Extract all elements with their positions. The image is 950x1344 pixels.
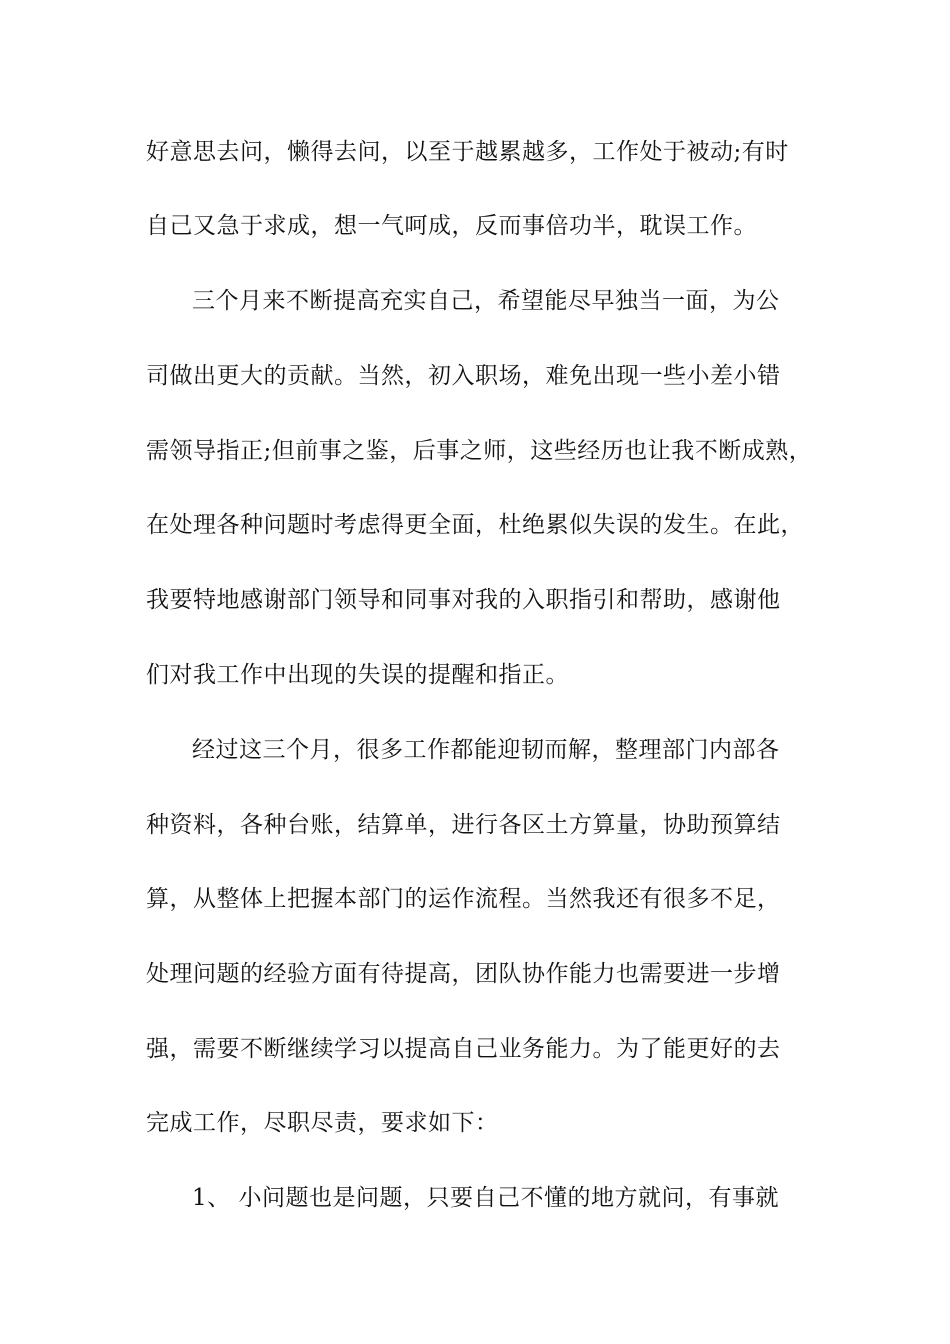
text-line: 种资料，各种台账，结算单，进行各区土方算量，协助预算结 xyxy=(146,812,781,838)
text-line: 司做出更大的贡献。当然，初入职场，难免出现一些小差小错 xyxy=(146,363,781,389)
text-line: 在处理各种问题时考虑得更全面，杜绝累似失误的发生。在此， xyxy=(146,512,804,538)
text-line: 完成工作，尽职尽责，要求如下： xyxy=(146,1110,499,1136)
text-line: 需领导指正;但前事之鉴，后事之师，这些经历也让我不断成熟， xyxy=(146,438,813,464)
paragraph-start-line: 三个月来不断提高充实自己，希望能尽早独当一面，为公 xyxy=(192,288,780,314)
text-line: 处理问题的经验方面有待提高，团队协作能力也需要进一步增 xyxy=(146,961,781,987)
paragraph-start-line: 经过这三个月，很多工作都能迎韧而解，整理部门内部各 xyxy=(192,737,780,763)
list-item-line: 1、 小问题也是问题，只要自己不懂的地方就问，有事就 xyxy=(192,1185,779,1211)
text-line: 我要特地感谢部门领导和同事对我的入职指引和帮助，感谢他 xyxy=(146,587,781,613)
text-line: 好意思去问，懒得去问，以至于越累越多，工作处于被动;有时 xyxy=(146,139,789,165)
text-line: 们对我工作中出现的失误的提醒和指正。 xyxy=(146,662,569,688)
text-line: 算，从整体上把握本部门的运作流程。当然我还有很多不足， xyxy=(146,886,781,912)
text-line: 自己又急于求成，想一气呵成，反而事倍功半，耽误工作。 xyxy=(146,213,757,239)
text-line: 强，需要不断继续学习以提高自己业务能力。为了能更好的去 xyxy=(146,1036,781,1062)
